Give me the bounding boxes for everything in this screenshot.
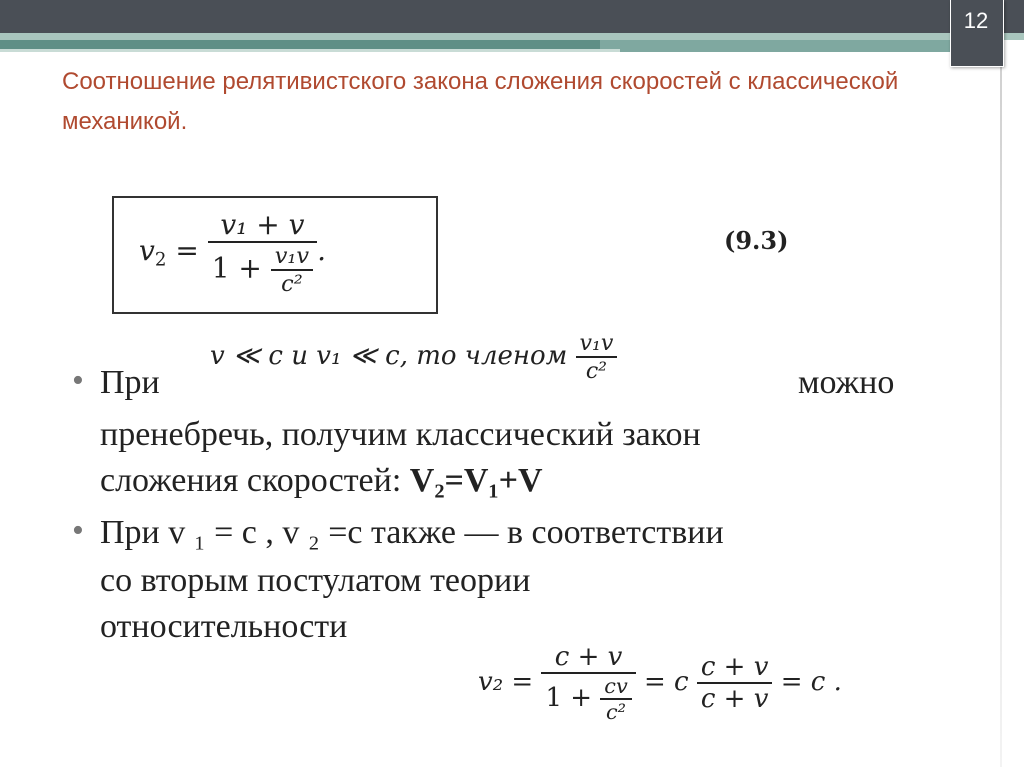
limit-fraction-2	[697, 652, 773, 714]
formula-box	[112, 196, 438, 314]
limit-mid: = c	[643, 667, 689, 697]
condition-formula	[210, 330, 617, 384]
formula-den-prefix: 1 +	[211, 251, 262, 285]
relativistic-velocity-formula	[139, 208, 326, 297]
equation-number: (9.3)	[724, 226, 789, 255]
condition-fraction	[576, 330, 618, 384]
limit-frac1-denominator	[541, 674, 635, 724]
bullet-dot: •	[72, 362, 84, 399]
bullet-2-line1: При v ₁ = с , v ₂ =с также — в соответствии	[100, 514, 724, 551]
formula-equals: =	[175, 234, 199, 267]
condition-frac-denominator: c²	[585, 358, 608, 384]
limit-frac2-denominator: c + v	[700, 684, 769, 714]
bullet-1-line2: пренебречь, получим классический закон	[100, 416, 701, 453]
bullet-1-prefix: При	[100, 364, 160, 401]
limit-den-prefix: 1 +	[545, 683, 593, 713]
formula-lhs: v	[139, 234, 155, 267]
limit-end: = c .	[780, 667, 842, 697]
right-border-line	[1000, 52, 1002, 767]
bullet-1-line3	[100, 458, 543, 504]
bullet-1-line3-text: сложения скоростей:	[100, 462, 410, 499]
header-stripe	[0, 49, 620, 52]
formula-period: .	[317, 234, 326, 267]
header-stripe	[600, 40, 990, 52]
header-stripe	[0, 40, 620, 49]
formula-lhs-subscript: 2	[154, 249, 167, 271]
limit-lhs: v₂ =	[478, 667, 534, 697]
bullet-2-line2: со вторым постулатом теории	[100, 562, 531, 599]
header-stripe	[0, 33, 1024, 40]
formula-numerator: v₁ + v	[208, 208, 317, 243]
formula-denominator	[208, 243, 317, 297]
limit-frac1-numerator: c + v	[541, 642, 635, 674]
formula-fraction	[208, 208, 317, 297]
limit-fraction-1	[541, 642, 635, 724]
limit-inner-numerator: cv	[600, 674, 631, 700]
limit-inner-fraction	[600, 674, 631, 724]
slide-title: Соотношение релятивистского закона сложения скоростей с классической механикой.	[62, 68, 899, 135]
classical-law-formula: V₂=V₁+V	[409, 462, 543, 499]
bullet-2-line3: относительности	[100, 608, 348, 645]
condition-text: v ≪ c и v₁ ≪ c, то членом	[210, 341, 568, 371]
limit-inner-denominator: c²	[606, 700, 626, 724]
inner-numerator: v₁v	[271, 243, 313, 271]
bullet-1-after: можно	[798, 364, 895, 401]
page-number: 12	[963, 8, 989, 33]
limit-frac2-numerator: c + v	[697, 652, 773, 684]
inner-denominator: c²	[281, 271, 303, 297]
formula-inner-fraction	[271, 243, 313, 297]
condition-frac-numerator: v₁v	[576, 330, 618, 358]
header-band	[0, 0, 1024, 33]
bullet-dot: •	[72, 512, 84, 549]
limit-formula	[478, 642, 842, 724]
